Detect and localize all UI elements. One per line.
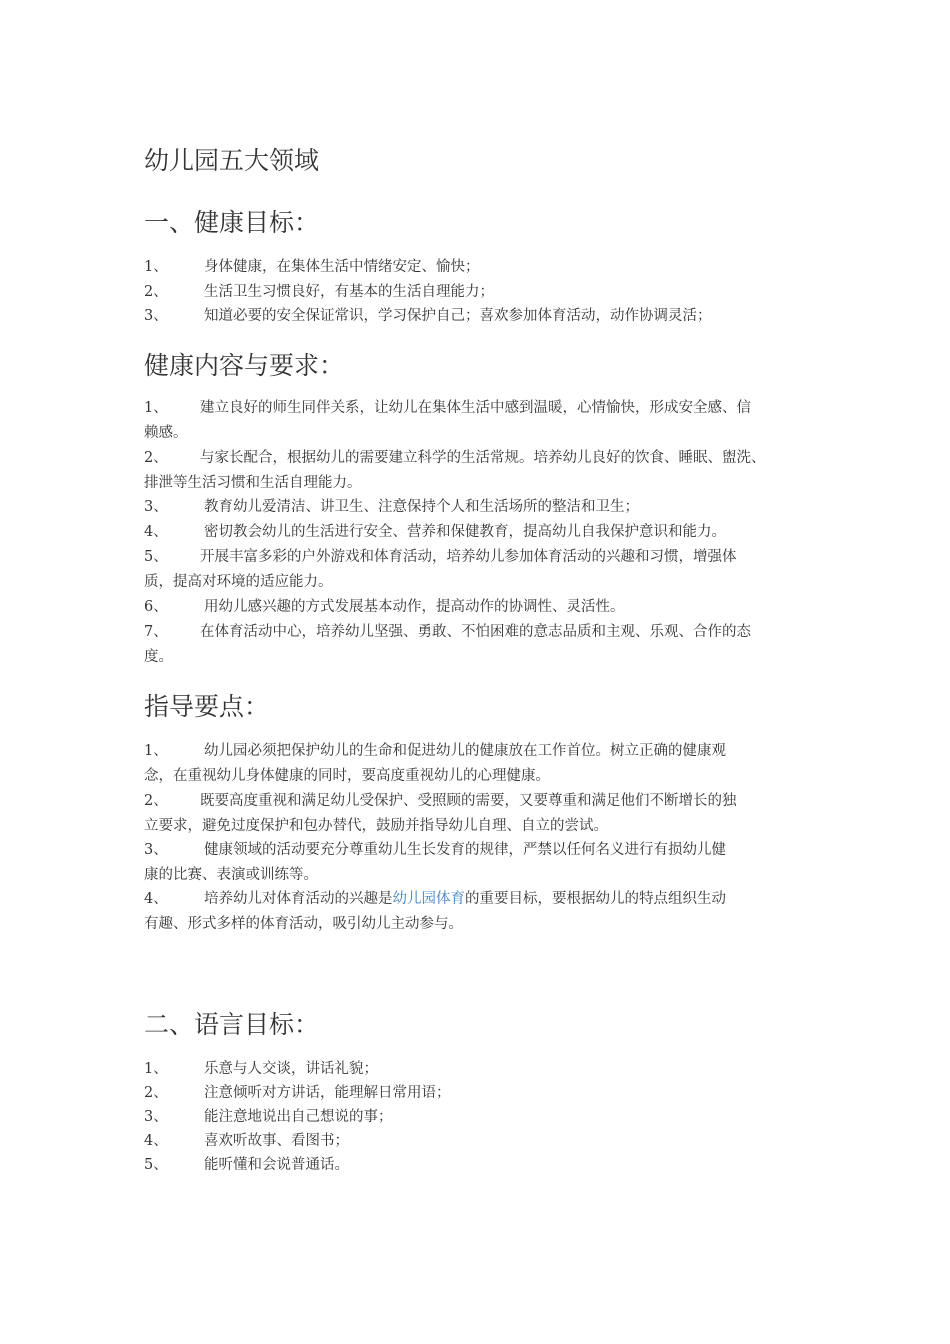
- item-text-line1: 健康领域的活动要充分尊重幼儿生长发育的规律，严禁以任何名义进行有损幼儿健: [204, 842, 726, 858]
- item-number: 5、: [144, 549, 168, 565]
- item-text-line1-before: 培养幼儿对体育活动的兴趣是: [204, 891, 393, 907]
- list-item: [144, 1081, 814, 1106]
- item-text: 乐意与人交谈，讲话礼貌；: [204, 1061, 378, 1077]
- item-text-line2: 念，在重视幼儿身体健康的同时，要高度重视幼儿的心理健康。: [144, 768, 550, 784]
- item-number: 3、: [144, 499, 168, 515]
- item-number: 2、: [144, 284, 168, 300]
- item-number: 3、: [144, 1109, 168, 1125]
- list-item: [144, 887, 814, 937]
- list-item: [144, 446, 814, 496]
- item-number: 2、: [144, 793, 168, 809]
- item-number: 6、: [144, 599, 168, 615]
- item-text-line2: 立要求，避免过度保护和包办替代，鼓励并指导幼儿自理、自立的尝试。: [144, 818, 608, 834]
- item-text-line2: 质，提高对环境的适应能力。: [144, 574, 333, 590]
- item-number: 2、: [144, 450, 168, 466]
- list-item: [144, 495, 814, 520]
- item-text: 用幼儿感兴趣的方式发展基本动作，提高动作的协调性、灵活性。: [204, 599, 625, 615]
- list-item: [144, 520, 814, 545]
- item-text-line1: 在体育活动中心，培养幼儿坚强、勇敢、不怕困难的意志品质和主观、乐观、合作的态: [200, 624, 751, 640]
- item-text-line2: 康的比赛、表演或训练等。: [144, 867, 318, 883]
- kindergarten-pe-link[interactable]: 幼儿园体育: [392, 891, 465, 907]
- list-item: [144, 739, 814, 789]
- list-item: [144, 1153, 814, 1178]
- item-number: 4、: [144, 524, 168, 540]
- item-number: 3、: [144, 308, 168, 324]
- item-number: 7、: [144, 624, 168, 640]
- item-text-line1: 建立良好的师生同伴关系，让幼儿在集体生活中感到温暖，心情愉快，形成安全感、信: [200, 400, 751, 416]
- list-item: [144, 838, 814, 888]
- item-text: 喜欢听故事、看图书；: [204, 1133, 349, 1149]
- list-item: [144, 595, 814, 620]
- item-text-line1-after: 的重要目标，要根据幼儿的特点组织生动: [465, 891, 726, 907]
- item-number: 4、: [144, 1133, 168, 1149]
- section-heading-guidance: 指导要点：: [144, 692, 270, 721]
- item-number: 2、: [144, 1085, 168, 1101]
- item-text-line1: 与家长配合，根据幼儿的需要建立科学的生活常规。培养幼儿良好的饮食、睡眠、盥洗、: [200, 450, 766, 466]
- item-number: 4、: [144, 891, 168, 907]
- item-text: 身体健康，在集体生活中情绪安定、愉快；: [204, 259, 480, 275]
- list-item: [144, 1105, 814, 1130]
- section-heading-health-content: 健康内容与要求：: [144, 351, 345, 380]
- item-text: 密切教会幼儿的生活进行安全、营养和保健教育，提高幼儿自我保护意识和能力。: [204, 524, 726, 540]
- item-text: 注意倾听对方讲话，能理解日常用语；: [204, 1085, 451, 1101]
- item-text: 能注意地说出自己想说的事；: [204, 1109, 393, 1125]
- item-text-line2: 度。: [144, 649, 173, 665]
- list-item: [144, 620, 814, 670]
- list-item: [144, 304, 814, 329]
- list-item: [144, 789, 814, 839]
- list-item: [144, 1129, 814, 1154]
- item-number: 1、: [144, 400, 168, 416]
- list-item: [144, 255, 814, 280]
- section-heading-language-goals: 二、语言目标：: [144, 1010, 320, 1039]
- item-text-line2: 排泄等生活习惯和生活自理能力。: [144, 475, 362, 491]
- item-text: 教育幼儿爱清洁、讲卫生、注意保持个人和生活场所的整洁和卫生；: [204, 499, 639, 515]
- item-text-line1: 开展丰富多彩的户外游戏和体育活动，培养幼儿参加体育活动的兴趣和习惯，增强体: [200, 549, 737, 565]
- item-text-line2: 有趣、形式多样的体育活动，吸引幼儿主动参与。: [144, 916, 463, 932]
- item-number: 1、: [144, 1061, 168, 1077]
- item-text: 知道必要的安全保证常识，学习保护自己；喜欢参加体育活动，动作协调灵活；: [204, 308, 712, 324]
- document-title: 幼儿园五大领域: [144, 146, 320, 175]
- item-text: 生活卫生习惯良好，有基本的生活自理能力；: [204, 284, 494, 300]
- section-heading-health-goals: 一、健康目标：: [144, 208, 320, 237]
- list-item: [144, 545, 814, 595]
- list-item: [144, 396, 814, 446]
- item-text: 能听懂和会说普通话。: [204, 1157, 349, 1173]
- item-text-line1: 幼儿园必须把保护幼儿的生命和促进幼儿的健康放在工作首位。树立正确的健康观: [204, 743, 726, 759]
- item-number: 1、: [144, 259, 168, 275]
- list-item: [144, 1057, 814, 1082]
- item-text-line1: 既要高度重视和满足幼儿受保护、受照顾的需要，又要尊重和满足他们不断增长的独: [200, 793, 737, 809]
- item-number: 1、: [144, 743, 168, 759]
- item-number: 5、: [144, 1157, 168, 1173]
- item-text-line2: 赖感。: [144, 425, 188, 441]
- item-number: 3、: [144, 842, 168, 858]
- list-item: [144, 280, 814, 305]
